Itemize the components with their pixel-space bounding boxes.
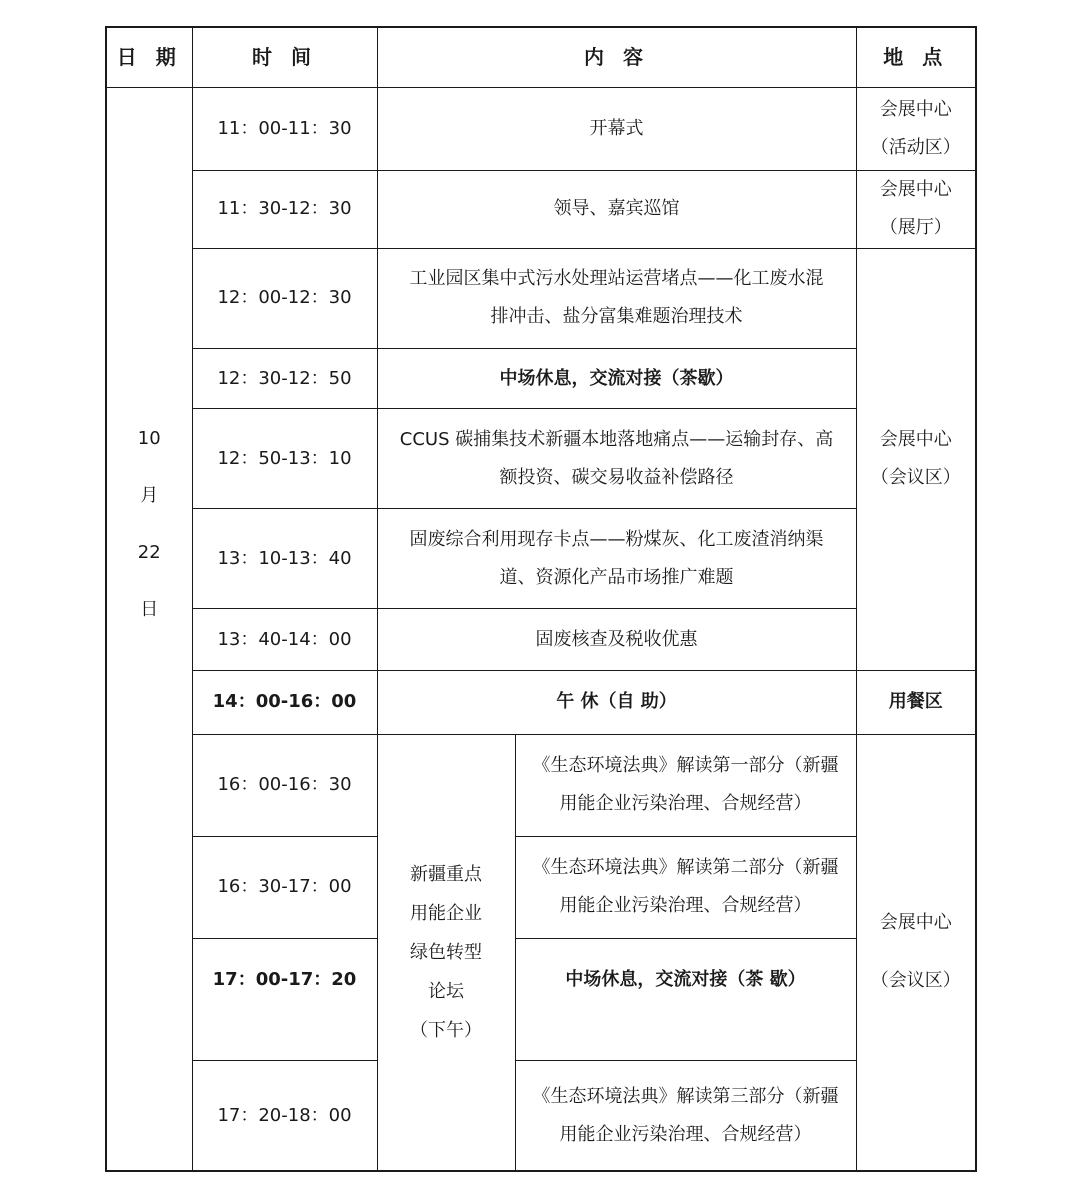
table-row: [106, 734, 976, 836]
table-row: [106, 609, 976, 670]
forum-line: （下午）: [410, 1019, 482, 1041]
content-cell-lunch: 午 休（自 助）: [377, 670, 856, 734]
forum-line: 论坛: [428, 980, 464, 1002]
location-cell: 用餐区: [856, 670, 976, 734]
content-cell-break: 中场休息，交流对接（茶歇）: [377, 349, 856, 409]
content-line: 《生态环境法典》解读第二部分（新疆: [532, 857, 839, 879]
content-line: 《生态环境法典》解读第三部分（新疆: [532, 1085, 839, 1107]
content-cell: 领导、嘉宾巡馆: [377, 170, 856, 248]
content-cell: 开幕式: [377, 87, 856, 170]
content-line: 用能企业污染治理、合规经营）: [559, 1123, 812, 1145]
table-row: [106, 939, 976, 1061]
time-cell: 14：00-16：00: [192, 670, 377, 734]
content-line: 《生态环境法典》解读第一部分（新疆: [532, 755, 839, 777]
location-line: 会展中心: [879, 429, 952, 451]
header-location: 地 点: [856, 27, 976, 87]
table-row: [106, 509, 976, 609]
date-line: 日: [140, 598, 159, 620]
content-cell: [377, 248, 856, 348]
time-cell: 11：00-11：30: [192, 87, 377, 170]
time-cell: 12：00-12：30: [192, 248, 377, 348]
forum-line: 新疆重点: [410, 863, 482, 885]
time-cell: 13：10-13：40: [192, 509, 377, 609]
time-cell: 11：30-12：30: [192, 170, 377, 248]
date-line: 22: [137, 541, 161, 563]
content-line: 工业园区集中式污水处理站运营堵点——化工废水混: [409, 268, 824, 290]
location-cell-afternoon: [856, 734, 976, 1171]
location-line: （会议区）: [870, 467, 961, 489]
location-line: （活动区）: [870, 136, 961, 158]
table-row: [106, 170, 976, 248]
location-cell-meeting: [856, 248, 976, 670]
content-line: 固废综合利用现存卡点——粉煤灰、化工废渣消纳渠: [409, 528, 824, 550]
content-line: 额投资、碳交易收益补偿路径: [499, 466, 734, 488]
header-content: 内 容: [377, 27, 856, 87]
time-cell: 16：00-16：30: [192, 734, 377, 836]
content-cell: [377, 409, 856, 509]
time-cell: 16：30-17：00: [192, 836, 377, 938]
content-cell: [515, 836, 856, 938]
content-cell-break: 中场休息，交流对接（茶 歇）: [515, 939, 856, 1061]
date-line: 10: [137, 427, 161, 449]
content-line: CCUS 碳捕集技术新疆本地落地痛点——运输封存、高: [399, 428, 834, 450]
location-line: 会展中心: [879, 179, 952, 201]
location-cell: [856, 170, 976, 248]
content-cell: 固废核查及税收优惠: [377, 609, 856, 670]
forum-line: 用能企业: [410, 902, 482, 924]
location-line: 会展中心: [879, 912, 952, 934]
content-line: 道、资源化产品市场推广难题: [499, 566, 734, 588]
content-cell: [377, 509, 856, 609]
time-cell: 17：00-17：20: [192, 939, 377, 1061]
content-cell: [515, 1061, 856, 1171]
table-row: [106, 1061, 976, 1171]
time-cell: 12：30-12：50: [192, 349, 377, 409]
location-line: （展厅）: [879, 217, 952, 239]
time-cell: 17：20-18：00: [192, 1061, 377, 1171]
date-line: 月: [140, 484, 159, 506]
header-date: 日 期: [106, 27, 192, 87]
time-cell: 12：50-13：10: [192, 409, 377, 509]
forum-label-cell: [377, 734, 515, 1171]
content-cell: [515, 734, 856, 836]
table-row: [106, 248, 976, 348]
location-line: 会展中心: [879, 98, 952, 120]
location-line: （会议区）: [870, 970, 961, 992]
header-time: 时 间: [192, 27, 377, 87]
table-row: [106, 349, 976, 409]
table-row: [106, 836, 976, 938]
table-row-lunch: [106, 670, 976, 734]
table-row: [106, 409, 976, 509]
content-line: 用能企业污染治理、合规经营）: [559, 793, 812, 815]
content-line: 排冲击、盐分富集难题治理技术: [490, 306, 743, 328]
schedule-table: [105, 26, 977, 1172]
header-row: [106, 27, 976, 87]
location-cell: [856, 87, 976, 170]
content-line: 用能企业污染治理、合规经营）: [559, 895, 812, 917]
forum-line: 绿色转型: [410, 941, 482, 963]
time-cell: 13：40-14：00: [192, 609, 377, 670]
date-cell: [106, 87, 192, 1171]
table-row: [106, 87, 976, 170]
